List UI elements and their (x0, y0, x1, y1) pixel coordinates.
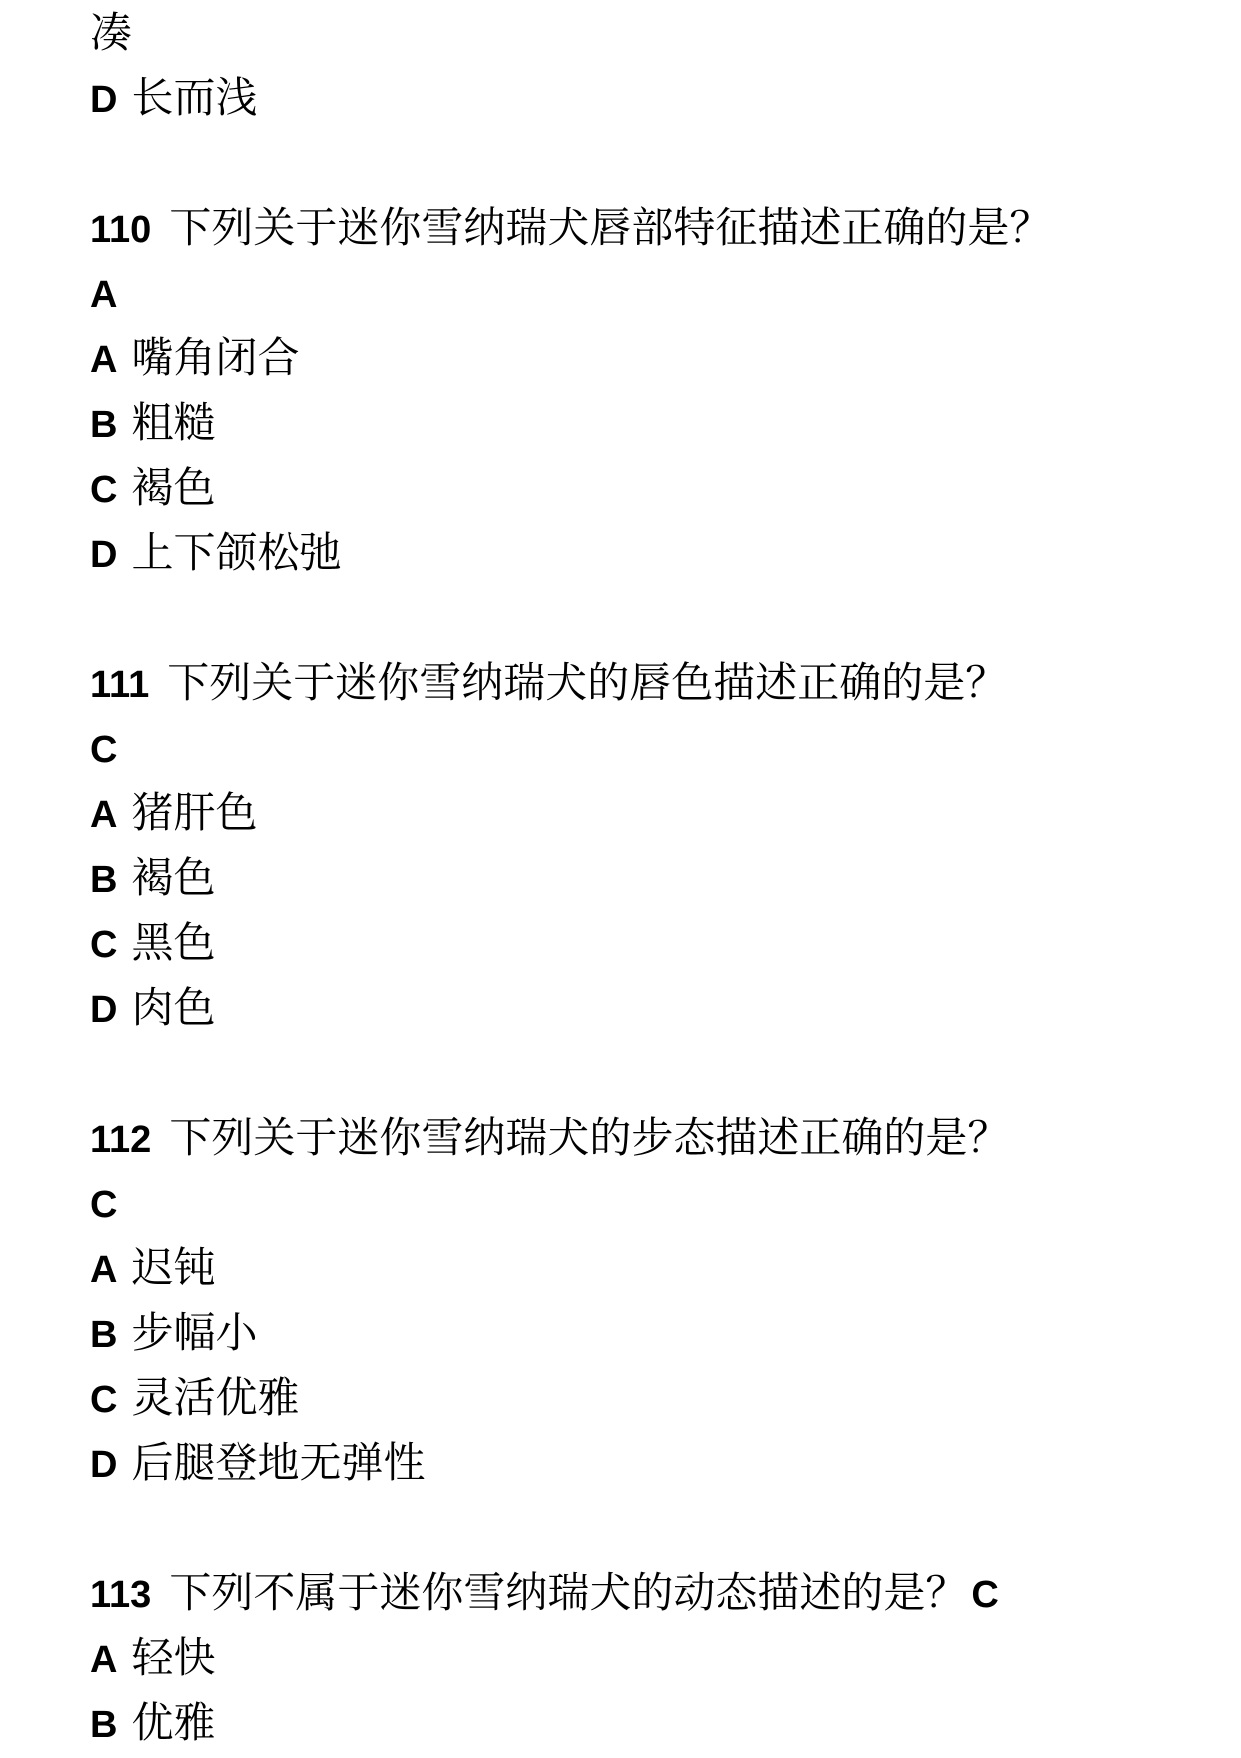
option-letter: B (90, 1704, 118, 1746)
option-letter: A (90, 1639, 118, 1681)
option-text: 灵活优雅 (131, 1373, 300, 1422)
option-letter: C (90, 1379, 118, 1421)
option-letter: B (90, 404, 118, 446)
option-text: 后腿登地无弹性 (131, 1438, 426, 1487)
option-line (90, 390, 1190, 455)
previous-question-tail (90, 0, 1190, 65)
spacer (90, 1040, 1190, 1105)
option-letter: A (90, 1249, 118, 1291)
option-text: 肉色 (131, 983, 216, 1032)
option-line (90, 1625, 1190, 1690)
option-letter: C (90, 469, 118, 511)
option-text: 褐色 (131, 853, 216, 902)
tail-text: 凑 (90, 8, 133, 57)
option-line (90, 1690, 1190, 1755)
option-text: 长而浅 (131, 73, 258, 122)
option-text: 迟钝 (131, 1243, 216, 1292)
spacer (90, 1495, 1190, 1560)
option-letter: D (90, 989, 118, 1031)
answer-key: C (971, 1574, 999, 1616)
question-stem (90, 650, 1190, 715)
option-line (90, 975, 1190, 1040)
option-line (90, 520, 1190, 585)
answer-key: C (90, 729, 118, 771)
option-letter: C (90, 924, 118, 966)
answer-line (90, 1170, 1190, 1235)
option-letter: A (90, 794, 118, 836)
option-line (90, 780, 1190, 845)
question-text: 下列不属于迷你雪纳瑞犬的动态描述的是？ (169, 1568, 968, 1617)
option-letter: B (90, 1314, 118, 1356)
question-number: 110 (90, 209, 152, 251)
answer-line (90, 715, 1190, 780)
option-letter: D (90, 534, 118, 576)
option-line (90, 1365, 1190, 1430)
option-text: 轻快 (131, 1633, 216, 1682)
question-text: 下列关于迷你雪纳瑞犬的唇色描述正确的是？ (167, 658, 1008, 707)
question-number: 111 (90, 664, 150, 706)
question-number: 113 (90, 1574, 152, 1616)
option-letter: D (90, 79, 118, 121)
option-line (90, 1235, 1190, 1300)
option-line (90, 65, 1190, 130)
option-text: 上下颌松弛 (131, 528, 342, 577)
option-letter: A (90, 339, 118, 381)
option-line (90, 845, 1190, 910)
option-line (90, 1300, 1190, 1365)
question-text: 下列关于迷你雪纳瑞犬的步态描述正确的是？ (169, 1113, 1010, 1162)
option-line (90, 910, 1190, 975)
question-number: 112 (90, 1119, 152, 1161)
option-text: 猪肝色 (131, 788, 258, 837)
question-stem (90, 1105, 1190, 1170)
document-page (90, 0, 1190, 1755)
question-stem (90, 1560, 1190, 1625)
option-text: 褐色 (131, 463, 216, 512)
question-text: 下列关于迷你雪纳瑞犬唇部特征描述正确的是？ (169, 203, 1052, 252)
option-line (90, 455, 1190, 520)
spacer (90, 585, 1190, 650)
answer-key: A (90, 274, 118, 316)
option-letter: D (90, 1444, 118, 1486)
question-stem (90, 195, 1190, 260)
option-text: 步幅小 (131, 1308, 258, 1357)
answer-key: C (90, 1184, 118, 1226)
spacer (90, 130, 1190, 195)
option-text: 粗糙 (131, 398, 216, 447)
option-text: 黑色 (131, 918, 216, 967)
option-line (90, 325, 1190, 390)
option-text: 优雅 (131, 1698, 216, 1747)
answer-line (90, 260, 1190, 325)
option-letter: B (90, 859, 118, 901)
option-text: 嘴角闭合 (131, 333, 300, 382)
option-line (90, 1430, 1190, 1495)
